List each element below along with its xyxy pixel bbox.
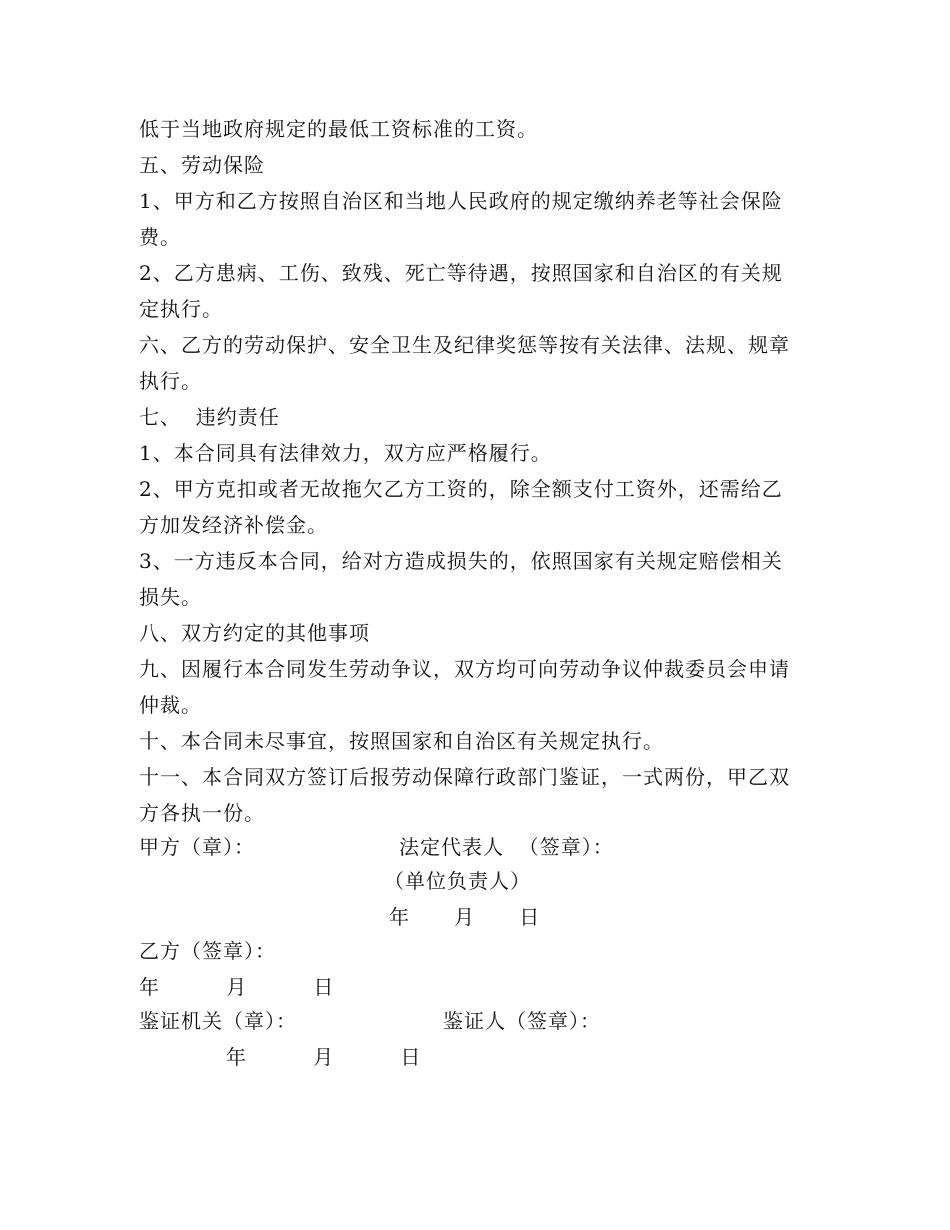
section-heading: 八、双方约定的其他事项: [139, 621, 370, 645]
paragraph-line: 损失。: [139, 585, 202, 609]
paragraph-line: 九、因履行本合同发生劳动争议，双方均可向劳动争议仲裁委员会申请: [139, 657, 790, 681]
verification-date: 年 月 日: [226, 1045, 422, 1069]
paragraph-line: 1、本合同具有法律效力，双方应严格履行。: [139, 441, 552, 465]
paragraph-line: 方各执一份。: [139, 801, 265, 825]
paragraph-line: 执行。: [139, 369, 202, 393]
paragraph-line: 费。: [139, 225, 181, 249]
section-heading: 七、 违约责任: [139, 405, 280, 429]
paragraph-line: 十、本合同未尽事宜，按照国家和自治区有关规定执行。: [139, 729, 664, 753]
paragraph-line: 3、一方违反本合同，给对方造成损失的，依照国家有关规定赔偿相关: [139, 549, 783, 573]
paragraph-line: 2、乙方患病、工伤、致残、死亡等待遇，按照国家和自治区的有关规: [139, 261, 783, 285]
verifier-signature-label: 鉴证人（签章）：: [443, 1009, 601, 1033]
paragraph-line: 六、乙方的劳动保护、安全卫生及纪律奖惩等按有关法律、法规、规章: [139, 333, 790, 357]
party-a-date: 年 月 日: [389, 905, 541, 929]
unit-head-label: （单位负责人）: [384, 869, 531, 893]
party-b-signature-label: 乙方（签章）：: [139, 939, 276, 963]
paragraph-line: 定执行。: [139, 297, 223, 321]
paragraph-line: 2、甲方克扣或者无故拖欠乙方工资的，除全额支付工资外，还需给乙: [139, 477, 783, 501]
paragraph-line: 1、甲方和乙方按照自治区和当地人民政府的规定缴纳养老等社会保险: [139, 189, 783, 213]
party-a-seal-label: 甲方（章）：: [139, 835, 255, 859]
paragraph-line: 低于当地政府规定的最低工资标准的工资。: [139, 117, 538, 141]
legal-rep-signature-label: 法定代表人 （签章）：: [399, 835, 614, 859]
section-heading: 五、劳动保险: [139, 153, 265, 177]
paragraph-line: 方加发经济补偿金。: [139, 513, 328, 537]
verification-authority-label: 鉴证机关（章）：: [139, 1009, 297, 1033]
paragraph-line: 仲裁。: [139, 693, 202, 717]
party-b-date: 年 月 日: [139, 975, 335, 999]
paragraph-line: 十一、本合同双方签订后报劳动保障行政部门鉴证，一式两份，甲乙双: [139, 765, 790, 789]
